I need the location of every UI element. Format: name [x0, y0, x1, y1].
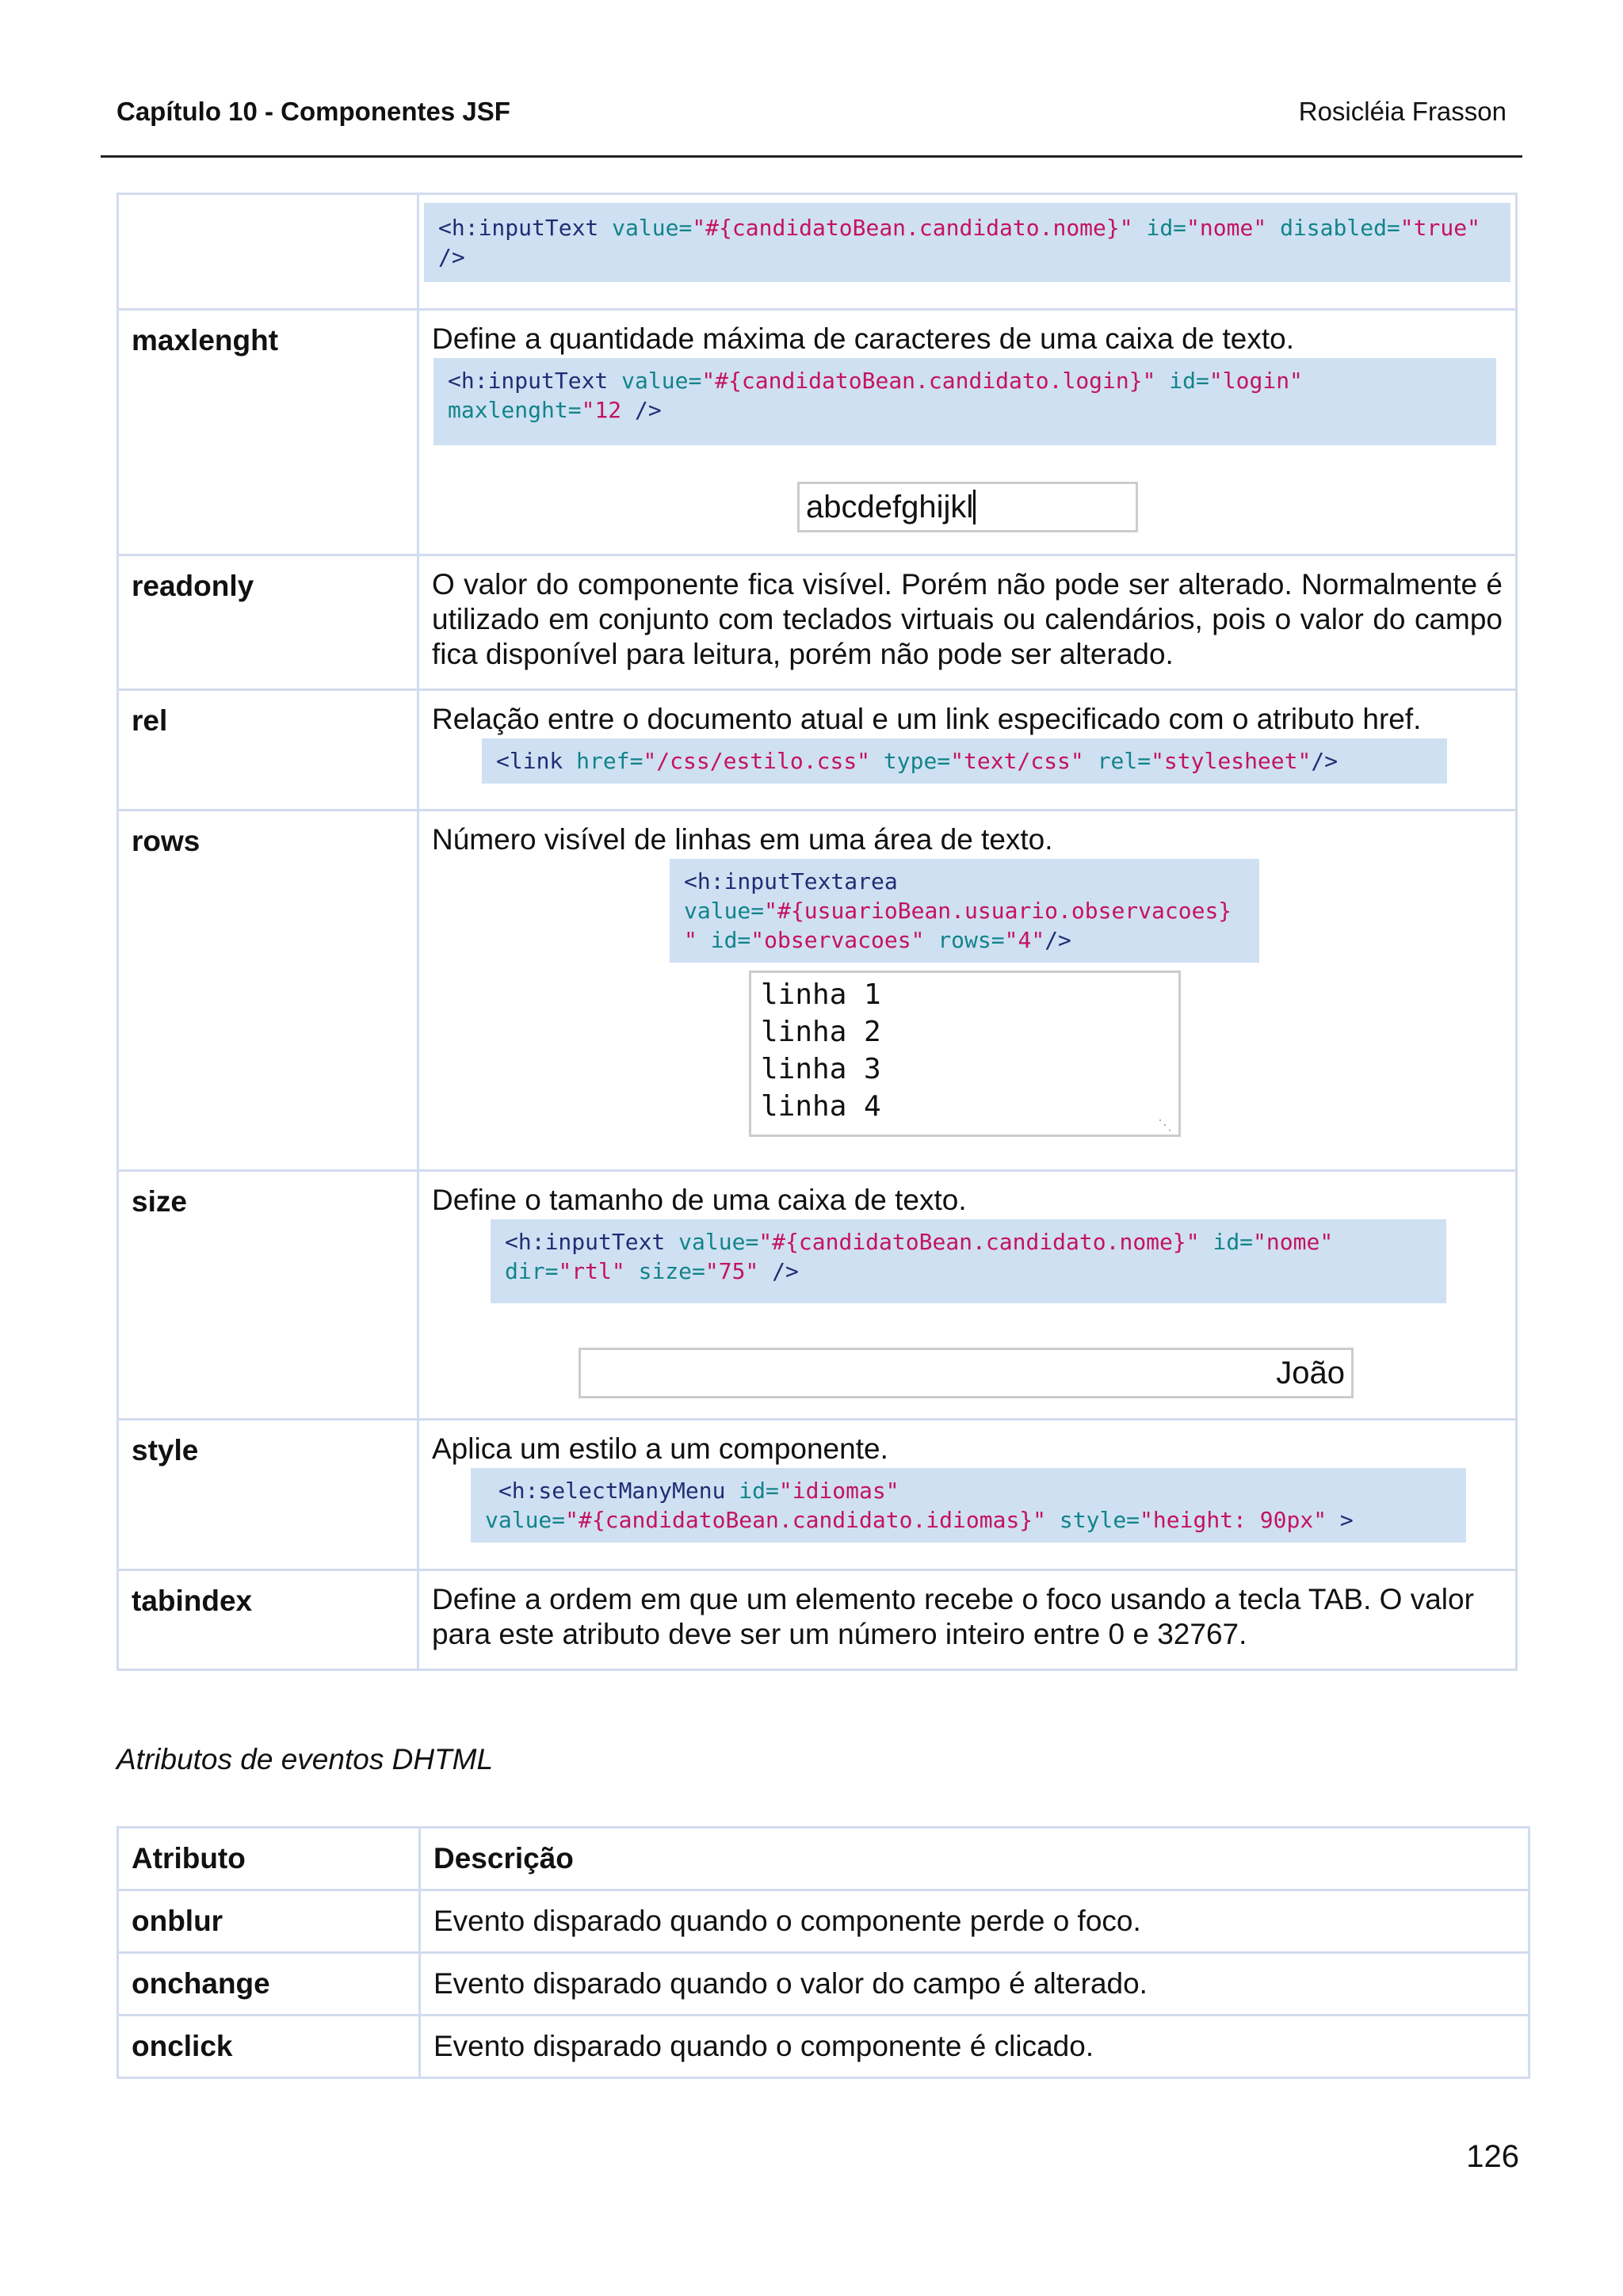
table-row [118, 194, 1517, 310]
column-header: Descrição [420, 1828, 1529, 1890]
description-text: Define a quantidade máxima de caracteres de uma caixa de texto. [432, 322, 1295, 355]
textarea-line: linha 4 [761, 1090, 881, 1123]
attribute-description [418, 1570, 1517, 1670]
table-row [118, 690, 1517, 810]
code-sample: <h:inputText value="#{candidatoBean.candidato.nome}" id="nome" dir="rtl" size="75" /> [491, 1219, 1446, 1303]
table-header-row [118, 1828, 1529, 1890]
chapter-title: Capítulo 10 - Componentes JSF [116, 97, 510, 126]
table-row [118, 1171, 1517, 1420]
attributes-table [116, 193, 1518, 1671]
attribute-description [418, 194, 1517, 310]
table-row [118, 555, 1517, 690]
description-text: O valor do componente fica visível. Porém não pode ser alterado. Normalmente é utilizado em conjunto com teclados virtuais ou calendários, pois o valor do campo fica disponível para leitura, porém não pode ser alterado. [432, 568, 1503, 670]
event-name: onchange [118, 1953, 420, 2016]
event-description: Evento disparado quando o valor do campo é alterado. [420, 1953, 1529, 2016]
attribute-name: size [118, 1171, 418, 1420]
table-row [118, 1570, 1517, 1670]
event-description: Evento disparado quando o componente perde o foco. [420, 1890, 1529, 1953]
event-name: onclick [118, 2016, 420, 2078]
attribute-description [418, 310, 1517, 555]
event-name: onblur [118, 1890, 420, 1953]
event-description: Evento disparado quando o componente é clicado. [420, 2016, 1529, 2078]
size-demo-input: João [579, 1348, 1354, 1398]
table-row [118, 310, 1517, 555]
author-name: Rosicléia Frasson [1298, 97, 1507, 126]
attribute-name: rel [118, 690, 418, 810]
events-table [116, 1826, 1530, 2079]
textarea-line: linha 2 [761, 1016, 881, 1048]
attribute-name: rows [118, 810, 418, 1171]
code-sample: <h:selectManyMenu id="idiomas" value="#{candidatoBean.candidato.idiomas}" style="height: 90px" > [471, 1468, 1466, 1543]
description-text: Define a ordem em que um elemento recebe o foco usando a tecla TAB. O valor para este atributo deve ser um número inteiro entre 0 e 32767. [432, 1583, 1474, 1650]
attribute-description [418, 690, 1517, 810]
table-row [118, 2016, 1529, 2078]
table-row [118, 1953, 1529, 2016]
code-sample: <link href="/css/estilo.css" type="text/css" rel="stylesheet"/> [482, 738, 1447, 784]
textarea-line: linha 3 [761, 1053, 881, 1085]
textarea-line: linha 1 [761, 978, 881, 1011]
table-row [118, 810, 1517, 1171]
textarea-demo [749, 971, 1181, 1137]
attribute-description [418, 1171, 1517, 1420]
description-text: Número visível de linhas em uma área de texto. [432, 823, 1053, 856]
description-text: Relação entre o documento atual e um link especificado com o atributo href. [432, 703, 1422, 735]
attribute-name: readonly [118, 555, 418, 690]
page-number: 126 [1466, 2139, 1519, 2174]
attribute-description [418, 555, 1517, 690]
page-header [101, 93, 1522, 158]
column-header: Atributo [118, 1828, 420, 1890]
code-sample: <h:inputText value="#{candidatoBean.candidato.nome}" id="nome" disabled="true" /> [424, 203, 1510, 282]
resize-handle-icon: ⋱ [1158, 1117, 1172, 1134]
code-sample: <h:inputTextarea value="#{usuarioBean.usuario.observacoes} " id="observacoes" rows="4"/> [670, 859, 1259, 963]
section-caption: Atributos de eventos DHTML [116, 1743, 494, 1775]
attribute-name-empty [118, 194, 418, 310]
attribute-name: tabindex [118, 1570, 418, 1670]
maxlength-demo-input: abcdefghijkl [797, 482, 1138, 532]
description-text: Define o tamanho de uma caixa de texto. [432, 1184, 967, 1216]
table-row [118, 1420, 1517, 1570]
attribute-description [418, 810, 1517, 1171]
attribute-name: style [118, 1420, 418, 1570]
attribute-name: maxlenght [118, 310, 418, 555]
code-sample: <h:inputText value="#{candidatoBean.candidato.login}" id="login" maxlenght="12 /> [433, 358, 1496, 445]
description-text: Aplica um estilo a um componente. [432, 1432, 888, 1465]
table-row [118, 1890, 1529, 1953]
attribute-description [418, 1420, 1517, 1570]
